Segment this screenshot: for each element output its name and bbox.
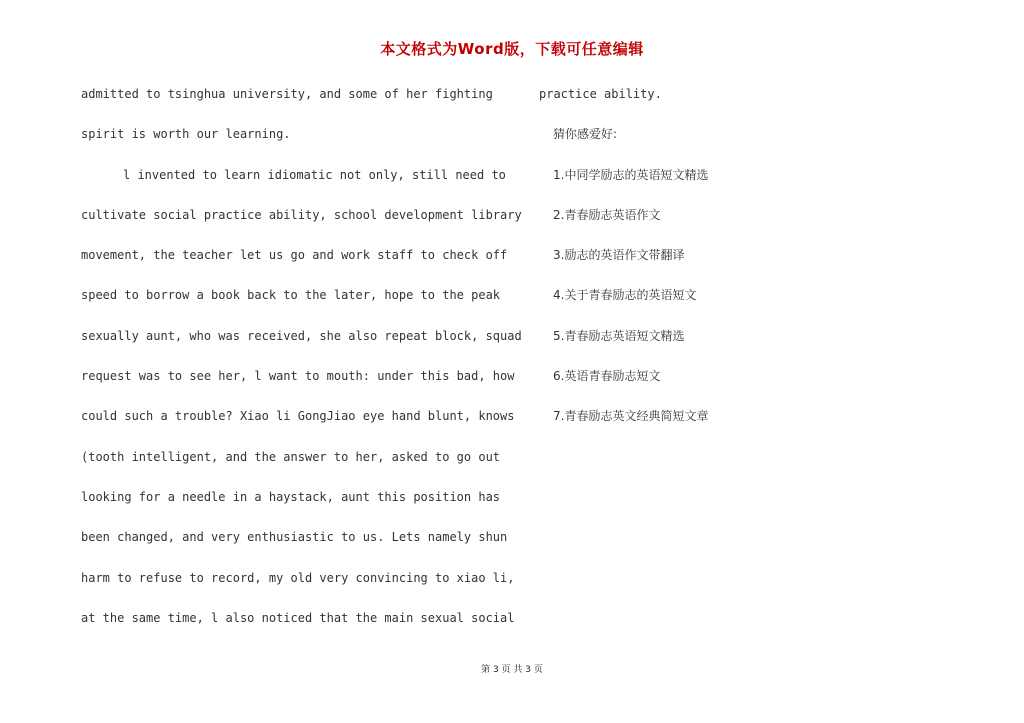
page-number-footer: 第 3 页 共 3 页 — [481, 665, 543, 675]
body-text-line: spirit is worth our learning. — [81, 127, 291, 142]
recommend-link-item[interactable]: 3.励志的英语作文带翻译 — [553, 248, 685, 263]
body-text-continuation: practice ability. — [539, 87, 662, 101]
body-text-line: movement, the teacher let us go and work staff to check off — [81, 248, 508, 263]
body-text-line: request was to see her, l want to mouth: under this bad, how — [81, 369, 515, 384]
body-text-line: speed to borrow a book back to the later, hope to the peak — [81, 288, 501, 303]
body-text-line: sexually aunt, who was received, she also repeat block, squad — [81, 328, 522, 343]
body-text-line: been changed, and very enthusiastic to us. Lets namely shun — [81, 530, 508, 545]
body-text-line: (tooth intelligent, and the answer to her, asked to go out — [81, 449, 501, 464]
recommend-link-item[interactable]: 2.青春励志英语作文 — [553, 207, 661, 222]
recommend-link-item[interactable]: 7.青春励志英文经典简短文章 — [553, 409, 709, 424]
body-text-line: could such a trouble? Xiao li GongJiao eye hand blunt, knows — [81, 409, 515, 424]
body-text-line: looking for a needle in a haystack, aunt this position has — [81, 489, 501, 504]
document-header-title: 本文格式为Word版，下载可任意编辑 — [380, 40, 644, 58]
recommend-link-item[interactable]: 6.英语青春励志短文 — [553, 369, 661, 384]
right-text-column — [539, 86, 839, 449]
body-text-line: at the same time, l also noticed that the main sexual social — [81, 610, 515, 625]
recommend-heading: 猜你感爱好: — [553, 127, 618, 142]
recommend-link-item[interactable]: 5.青春励志英语短文精选 — [553, 328, 685, 343]
left-text-column — [81, 86, 521, 650]
body-text-line: cultivate social practice ability, school development library — [81, 207, 522, 222]
body-text-line: admitted to tsinghua university, and some of her fighting — [81, 87, 493, 101]
recommend-link-item[interactable]: 4.关于青春励志的英语短文 — [553, 288, 697, 303]
body-text-line: l invented to learn idiomatic not only, still need to — [123, 167, 506, 182]
recommend-link-item[interactable]: 1.中同学励志的英语短文精选 — [553, 167, 709, 182]
body-text-line: harm to refuse to record, my old very convincing to xiao li, — [81, 570, 515, 585]
